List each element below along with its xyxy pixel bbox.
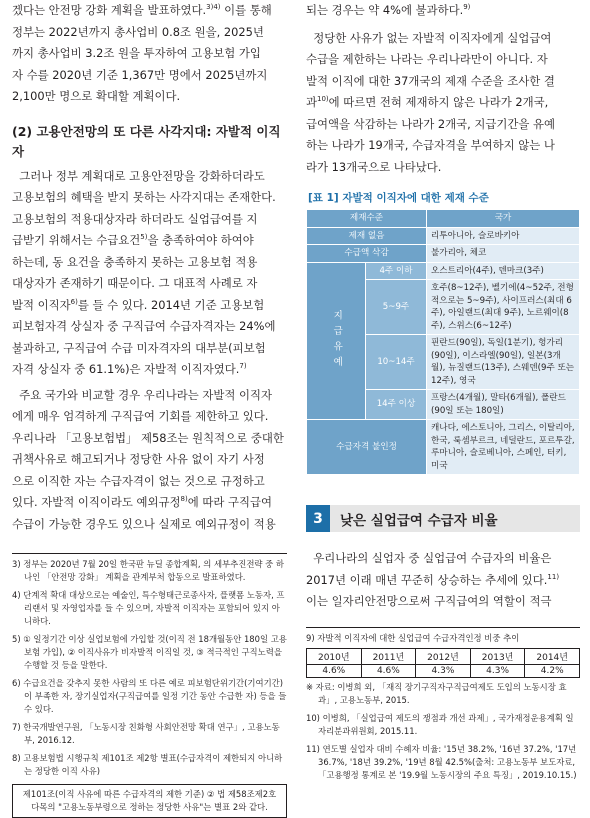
rate-year: 2013년: [470, 648, 525, 664]
table-header-level: 제재수준: [307, 210, 427, 228]
rate-value: 4.6%: [307, 664, 362, 677]
rate-year: 2010년: [307, 648, 362, 664]
rate-value: 4.3%: [416, 664, 471, 677]
footnote-9-title: 9) 자발적 이직자에 대한 실업급여 수급자격인정 비중 추이: [306, 632, 520, 643]
sanction-table: [306, 209, 580, 475]
row-value: 핀란드(90일), 독일(1분기), 헝가리(90일), 이스라엘(90일), 일본(3개월), 뉴질랜드(13주), 스웨덴(9주 또는 12주), 영국: [427, 335, 580, 390]
paragraph-other-countries: 정당한 사유가 없는 자발적 이직자에게 실업급여 수급을 제한하는 나라는 우리나라만이 아니다. 자 발적 이직에 대한 37개국의 제재 수준을 조사한 결 과$^{10)}$에 따르면 전혀 제재하지 않은 나라가 2개국, 급여액을 삭감하는 나라가 2개국, 지급기간을 유예 하는 나라가 19개국, 수급자격을 부여하지 않는 나 라가 13개국으로 나타났다.: [306, 30, 556, 174]
footnote-7: 7) 한국개발연구원, 「노동시장 친화형 사회안전망 확대 연구」, 고용노동부, 2016.12.: [12, 722, 280, 745]
paragraph-blind-spot: 그러나 정부 계획대로 고용안전망을 강화하더라도 고용보험의 혜택을 받지 못하는 사각지대는 존재한다. 고용보험의 적용대상자라 하더라도 실업급여를 지 급받기 위해서는 수급요건$^{5)}$을 충족하여야 하여야 하는데, 동 요건을 충족하지 못하는 고용보험 적용 대상자가 존재하기 때문이다. 그 대표적 사례로 자 발적 이직자$^{6)}$를 들 수 있다. 2014년 기준 고용보험 피보험자격 상실자 중 구직급여 수급자격자는 24%에 불과하고, 구직급여 수급 미자격자의 대부분(피보험 자격 상실자 중 61.1%)은 자발적 이직자였다.$^{7)}$: [12, 168, 276, 376]
row-value: 호주(8~12주), 벨기에(4~52주, 전형적으로는 5~9주), 사이프러스(최대 6주), 아일랜드(최대 9주), 노르웨이(8주), 스위스(6~12주): [427, 280, 580, 335]
section-number: 3: [306, 505, 330, 532]
subsection-heading: (2) 고용안전망의 또 다른 사각지대: 자발적 이직자: [12, 123, 281, 159]
paragraph-comparison: 주요 국가와 비교할 경우 우리나라는 자발적 이직자 에게 매우 엄격하게 구직급여 기회를 제한하고 있다. 우리나라 「고용보험법」 제58조는 원칙적으로 중대한 귀책사유로 해고되거나 정당한 사유 없이 자기 사정 으로 이직한 자는 수급자격이 없는 것으로 규정하고 있다. 자발적 이직이라도 예외규정$^{8)}$에 따라 구직급여 수급이 가능한 경우도 있으나 실제로 예외규정이 적용: [12, 387, 284, 531]
footnote-8: 8) 고용보험법 시행규칙 제101조 제2항 별표(수급자격이 제한되지 아니하는 정당한 이직 사유): [12, 753, 283, 776]
row-value: 오스트리아(4주), 덴마크(3주): [427, 262, 580, 280]
left-column: [12, 0, 287, 818]
table-row: [307, 262, 580, 280]
row-value: 캐나다, 에스토니아, 그리스, 이탈리아, 한국, 룩셈부르크, 네덜란드, 포르투갈, 루마니아, 슬로베니아, 스페인, 터키, 미국: [427, 420, 580, 475]
rate-year: 2014년: [525, 648, 580, 664]
footnote-3: 3) 정부는 2020년 7월 20일 한국판 뉴딜 종합계획, 의 세부추진전략 중 하나인 「안전망 강화」 계획을 관계부처 합동으로 발표하였다.: [12, 559, 285, 582]
section-title: 낮은 실업급여 수급자 비율: [340, 512, 498, 529]
table-row: [307, 245, 580, 263]
law-note-box: 제101조(이직 사유에 따른 수급자격의 제한 기준) ② 법 제58조제2호다목의 "고용노동부령으로 정하는 정당한 사유"는 별표 2와 같다.: [12, 784, 287, 818]
table-header-country: 국가: [427, 210, 580, 228]
row-label: 제재 없음: [307, 227, 427, 245]
rate-value: 4.3%: [470, 664, 525, 677]
table-row: [307, 227, 580, 245]
rate-year: 2012년: [416, 648, 471, 664]
row-sublabel: 10~14주: [366, 335, 427, 390]
qualification-rate-table: [306, 648, 580, 678]
table-1-title: [표 1] 자발적 이직자에 대한 제재 수준: [308, 192, 489, 204]
intro-paragraph: 겠다는 안전망 강화 계획을 발표하였다.$^{3)4)}$ 이를 통해 정부는 2022년까지 총사업비 0.8조 원을, 2025년 까지 총사업비 3.2조 원을 투자하여 고용보험 가입 자 수를 2020년 기준 1,367만 명에서 2025년까지 2,100만 명으로 확대할 계획이다.: [12, 3, 272, 103]
right-top-line: 되는 경우는 약 4%에 불과하다.$^{9)}$: [306, 3, 471, 17]
rate-year: 2011년: [361, 648, 416, 664]
footnote-divider: [12, 553, 287, 554]
row-value: 불가리아, 체코: [427, 245, 580, 263]
footnote-4: 4) 단계적 확대 대상으로는 예술인, 특수형태근로종사자, 플랫폼 노동자, 프리랜서 및 자영업자를 들 수 있으며, 자발적 이직자는 포함되어 있지 아니하다.: [12, 590, 285, 626]
rate-value: 4.2%: [525, 664, 580, 677]
defer-group-label: 지급유예: [307, 262, 366, 420]
footnote-11: 11) 연도별 실업자 대비 수혜자 비율: '15년 38.2%, '16년 37.2%, '17년 36.7%, '18년 39.2%, '19년 8월 42.5%(출처: 고용노동부 보도자료, 「고용행정 통계로 본 '19.9월 노동시장의 주요 특징」, 2019.10.15.): [306, 743, 577, 780]
footnote-5: 5) ① 일정기간 이상 실업보험에 가입할 것(이직 전 18개월동안 180일 고용보험 가입), ② 이직사유가 비자발적 이직일 것, ③ 적극적인 구직노력을 수행할 것 등을 말한다.: [12, 634, 287, 670]
rate-value: 4.6%: [361, 664, 416, 677]
row-value: 프랑스(4개월), 말타(6개월), 폴란드(90일 또는 180일): [427, 390, 580, 420]
footnote-10: 10) 이병희, 「실업급여 제도의 쟁점과 개선 과제」, 국가재정운용계획 일자리분과위원회, 2015.11.: [306, 712, 574, 736]
right-column: [306, 0, 580, 787]
table-header-row: [307, 210, 580, 228]
rate-year-row: [307, 648, 580, 664]
table-row: [307, 420, 580, 475]
section-banner: [306, 505, 580, 532]
rate-value-row: [307, 664, 580, 677]
row-label: 수급액 삭감: [307, 245, 427, 263]
footnote-divider: [306, 627, 580, 628]
paragraph-recipient-ratio: 우리나라의 실업자 중 실업급여 수급자의 비율은 2017년 이래 매년 꾸준히 상승하는 추세에 있다.$^{11)}$ 이는 일자리안전망으로써 구직급여의 역할이 적극: [306, 551, 560, 608]
row-label: 수급자격 불인정: [307, 420, 427, 475]
row-value: 리투아니아, 슬로바키아: [427, 227, 580, 245]
footnote-6: 6) 수급요건을 갖추지 못한 사람의 또 다른 예로 피보험단위기간(기여기간)이 부족한 자, 장기실업자(구직급여를 일정 기간 동안 수급한 자) 등을 들 수 있다.: [12, 678, 287, 714]
row-sublabel: 14주 이상: [366, 390, 427, 420]
row-sublabel: 4주 이하: [366, 262, 427, 280]
footnote-9-source: ※ 자료: 이병희 외, 「재직 장기구직자구직급여제도 도입의 노동시장 효과」, 고용노동부, 2015.: [306, 681, 567, 705]
row-sublabel: 5~9주: [366, 280, 427, 335]
